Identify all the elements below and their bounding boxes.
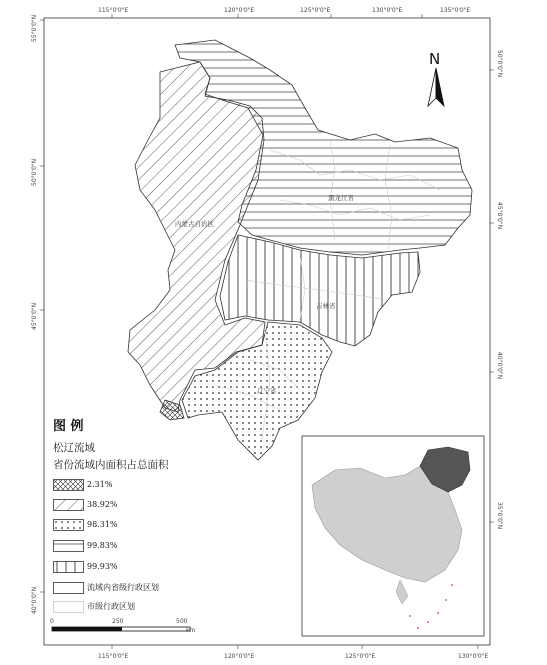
bottom-tick-3: 125°0'0"E — [345, 653, 376, 660]
legend-item-crosshatch — [53, 479, 253, 492]
legend-label-crosshatch: 2.31% — [87, 480, 113, 489]
right-tick-3: 40°0'0"N — [496, 352, 503, 380]
scale-tick-0: 0 — [50, 618, 54, 625]
left-tick-2: 50°0'0"N — [31, 158, 38, 186]
horizontal-swatch-icon — [53, 540, 84, 552]
bottom-tick-1: 115°0'0"E — [98, 653, 129, 660]
left-tick-4: 40°0'0"N — [31, 586, 38, 614]
scale-unit: km — [186, 627, 196, 634]
label-jilin: 吉林省 — [316, 302, 336, 310]
right-tick-4: 35°0'0"N — [496, 502, 503, 530]
right-tick-2: 45°0'0"N — [496, 202, 503, 230]
legend-label-vertical: 99.93% — [87, 562, 118, 571]
scale-bar — [52, 627, 190, 631]
legend-label-diagonal: 38.92% — [87, 500, 118, 509]
provincial-boundary-swatch-icon — [53, 582, 84, 594]
legend-item-horizontal — [53, 540, 253, 553]
legend-ratio-heading: 省份流域内面积占总面积 — [53, 459, 169, 471]
left-tick-3: 45°0'0"N — [31, 302, 38, 330]
top-tick-2: 120°0'0"E — [224, 7, 255, 14]
legend-item-diagonal — [53, 499, 253, 512]
legend-title: 图 例 — [53, 419, 84, 434]
label-heilongjiang: 黑龙江省 — [328, 194, 354, 202]
legend-basin-label: 松辽流域 — [53, 442, 95, 454]
label-liaoning: 辽宁省 — [257, 387, 277, 395]
left-tick-1: 55°0'0"N — [31, 14, 38, 42]
dots-swatch-icon — [53, 519, 84, 531]
crosshatch-swatch-icon — [53, 479, 84, 491]
legend-item-provincial-boundary — [53, 582, 253, 595]
top-tick-1: 115°0'0"E — [98, 7, 129, 14]
bottom-tick-2: 120°0'0"E — [224, 653, 255, 660]
scale-tick-250: 250 — [112, 618, 124, 625]
label-inner-mongolia: 内蒙古自治区 — [175, 220, 214, 228]
diagonal-swatch-icon — [53, 499, 84, 511]
legend-label-horizontal: 99.83% — [87, 541, 118, 550]
top-tick-5: 135°0'0"E — [440, 7, 471, 14]
legend-label-city-boundary: 市级行政区划 — [87, 602, 135, 611]
top-tick-4: 130°0'0"E — [372, 7, 403, 14]
city-boundary-swatch-icon — [53, 601, 84, 613]
scale-tick-500: 500 — [176, 618, 188, 625]
legend-label-dots: 98.31% — [87, 520, 118, 529]
right-tick-1: 50°0'0"N — [496, 50, 503, 78]
bottom-tick-4: 130°0'0"E — [458, 653, 489, 660]
legend-item-vertical — [53, 561, 253, 574]
north-letter: N — [429, 50, 441, 68]
vertical-swatch-icon — [53, 561, 84, 573]
top-tick-3: 125°0'0"E — [300, 7, 331, 14]
legend-item-dots — [53, 519, 253, 532]
legend-item-city-boundary — [53, 601, 253, 614]
legend-label-provincial-boundary: 流域内省级行政区划 — [87, 583, 159, 592]
